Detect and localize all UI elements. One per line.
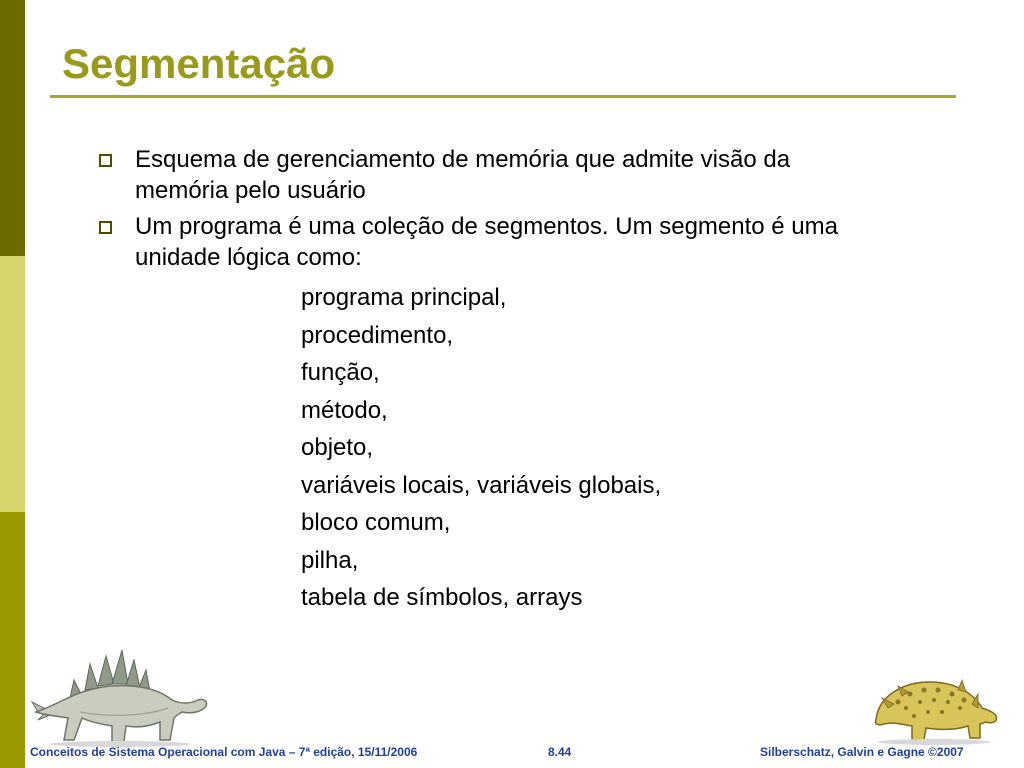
bullet-item — [97, 211, 857, 273]
bullet-text: Esquema de gerenciamento de memória que admite visão da memória pelo usuário — [135, 146, 791, 204]
ankylosaurus-icon — [868, 668, 1000, 746]
segment-examples-list — [301, 279, 661, 617]
footer-book-info: Conceitos de Sistema Operacional com Java – 7ª edição, 15/11/2006 — [30, 745, 418, 759]
footer-copyright: Silberschatz, Galvin e Gagne ©2007 — [760, 745, 964, 759]
sidebar-color-band — [0, 0, 25, 768]
sidebar-band-bottom — [0, 512, 25, 768]
bullet-item — [97, 144, 857, 206]
stegosaurus-icon — [30, 642, 210, 747]
footer-page-number: 8.44 — [548, 745, 572, 759]
sidebar-band-top — [0, 0, 25, 256]
hollow-square-bullet-icon — [99, 221, 112, 234]
segment-example-item: método, — [301, 396, 388, 424]
segment-example-item: pilha, — [301, 546, 359, 574]
sidebar-band-middle — [0, 256, 25, 512]
segment-example-item: variáveis locais, variáveis globais, — [301, 471, 662, 499]
segment-example-item: objeto, — [301, 434, 374, 461]
segment-example-item: função, — [301, 359, 380, 386]
segment-example-item: programa principal, — [301, 284, 507, 311]
slide-title: Segmentação — [62, 40, 336, 87]
segment-example-item: tabela de símbolos, arrays — [301, 584, 583, 611]
segment-example-item: bloco comum, — [301, 509, 451, 536]
segment-example-item: procedimento, — [301, 321, 454, 349]
bullet-text: Um programa é uma coleção de segmentos. Um segmento é uma unidade lógica como: — [135, 213, 838, 271]
bullet-list — [97, 144, 857, 278]
title-underline — [50, 95, 956, 98]
hollow-square-bullet-icon — [99, 154, 112, 167]
